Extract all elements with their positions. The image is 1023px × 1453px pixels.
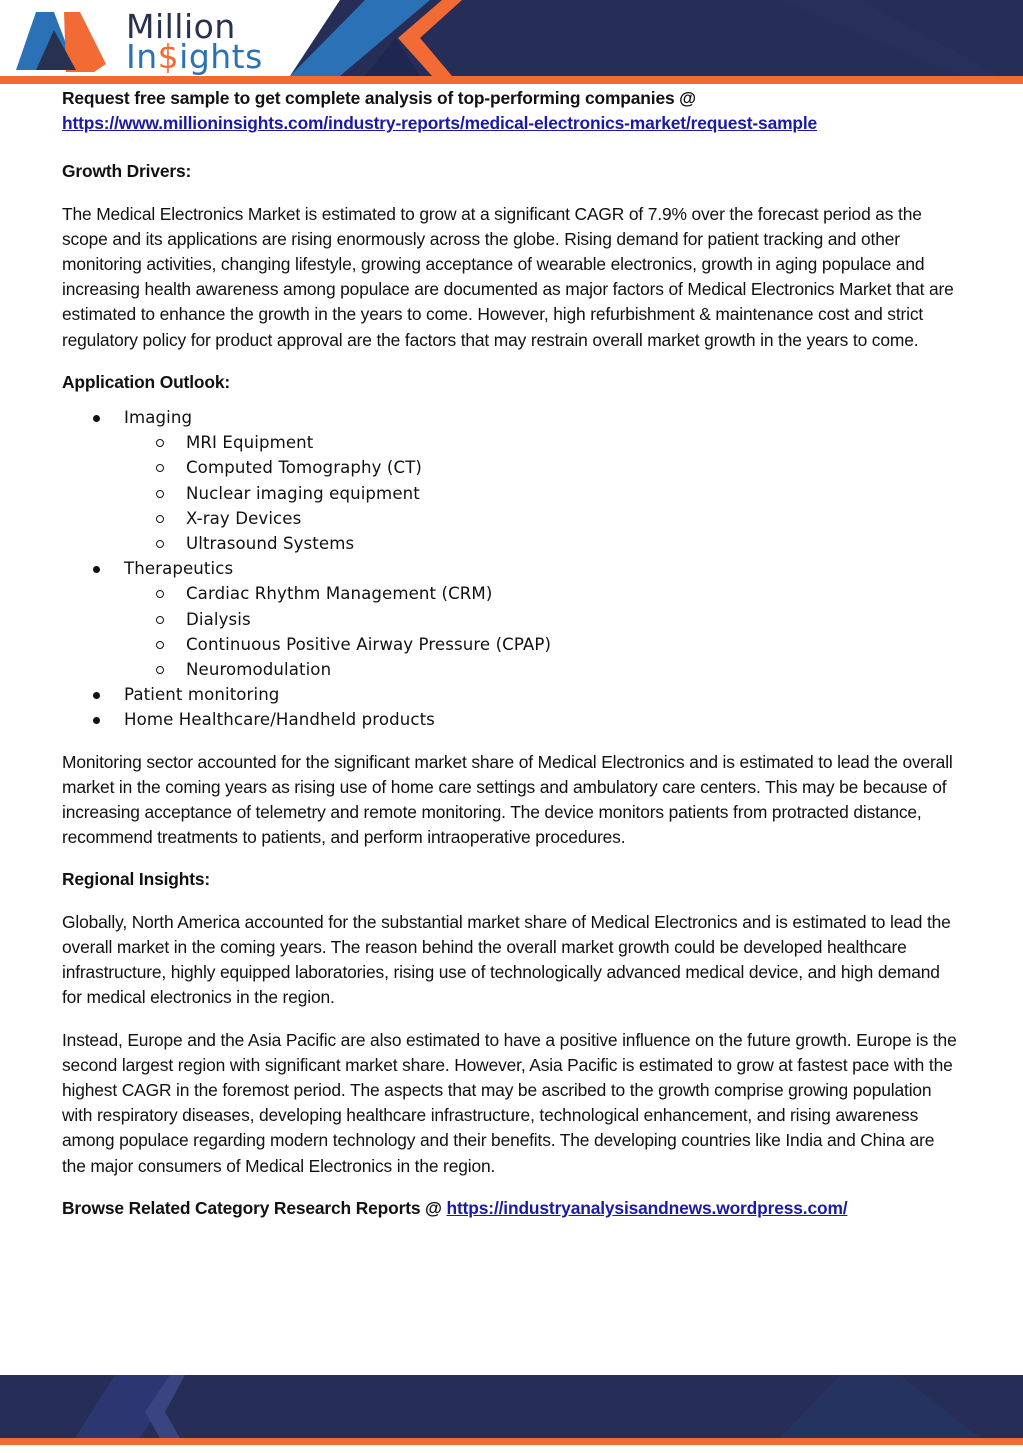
list-item: Nuclear imaging equipment: [124, 481, 962, 506]
list-item: X-ray Devices: [124, 506, 962, 531]
circle-bullet-icon: [156, 666, 164, 674]
page-header: [0, 0, 1023, 84]
mountain-logo-icon: [14, 8, 109, 74]
circle-bullet-icon: [156, 616, 164, 624]
document-body: [62, 86, 962, 1221]
sub-list: [124, 581, 962, 682]
circle-bullet-icon: [156, 641, 164, 649]
circle-bullet-icon: [156, 464, 164, 472]
list-item: Ultrasound Systems: [124, 531, 962, 556]
browse-reports-line: [62, 1196, 962, 1221]
circle-bullet-icon: [156, 540, 164, 548]
monitoring-paragraph: Monitoring sector accounted for the significant market share of Medical Electronics and is estimated to lead the overall market in the coming years as rising use of home care settings and ambulatory care centers. This may be because of increasing acceptance of telemetry and remote monitoring. The device monitors patients from protracted distance, recommend treatments to patients, and perform intraoperative procedures.: [62, 751, 953, 848]
list-item: Computed Tomography (CT): [124, 455, 962, 480]
application-list: [62, 405, 962, 733]
list-item: Cardiac Rhythm Management (CRM): [124, 581, 962, 606]
request-sample-text: Request free sample to get complete analysis of top-performing companies @: [62, 88, 696, 108]
regional-paragraph-2: Instead, Europe and the Asia Pacific are also estimated to have a positive influence on the future growth. Europe is the second largest region with significant market share. However, Asia Pacific is estimated to grow at fastest pace with the highest CAGR in the foremost period. The aspects that may be ascribed to the growth comprise growing population with respiratory diseases, developing healthcare infrastructure, technological enhancement, and rising awareness among populace regarding modern technology and their benefits. The developing countries like India and China are the major consumers of Medical Electronics in the region.: [62, 1029, 957, 1176]
logo-text-insights: In$ights: [126, 37, 263, 76]
page-footer: [0, 1375, 1023, 1448]
sub-list: [124, 430, 962, 556]
application-outlook-heading: Application Outlook:: [62, 371, 230, 392]
list-item: Continuous Positive Airway Pressure (CPAP): [124, 632, 962, 657]
regional-insights-heading: Regional Insights:: [62, 869, 211, 890]
footer-banner-graphic: [0, 1375, 1023, 1448]
list-item: Imaging MRI Equipment Computed Tomography (CT) Nuclear imaging equipment X-ray Devices Ultrasound Systems: [62, 405, 962, 556]
circle-bullet-icon: [156, 439, 164, 447]
circle-bullet-icon: [156, 490, 164, 498]
bullet-icon: [93, 692, 100, 699]
million-insights-logo: [14, 6, 263, 76]
growth-drivers-paragraph: The Medical Electronics Market is estimated to grow at a significant CAGR of 7.9% over the forecast period as the scope and its applications are rising enormously across the globe. Rising demand for patient tracking and other monitoring activities, changing lifestyle, growing acceptance of wearable electronics, growth in aging populace and increasing health awareness among populace are documented as major factors of Medical Electronics Market that are estimated to enhance the growth in the years to come. However, high refurbishment & maintenance cost and strict regulatory policy for product approval are the factors that may restrain overall market growth in the years to come.: [62, 203, 954, 350]
request-sample-link[interactable]: https://www.millioninsights.com/industry-reports/medical-electronics-market/request-sample: [62, 113, 818, 134]
logo-text-million: Million: [126, 7, 236, 46]
regional-paragraph-1: Globally, North America accounted for the substantial market share of Medical Electronics and is estimated to lead the overall market in the coming years. The reason behind the overall market growth could be developed healthcare infrastructure, highly equipped laboratories, rising use of technologically advanced medical device, and high demand for medical electronics in the region.: [62, 911, 951, 1008]
browse-reports-link[interactable]: https://industryanalysisandnews.wordpress.com/: [446, 1197, 848, 1218]
list-item: Therapeutics Cardiac Rhythm Management (CRM) Dialysis Continuous Positive Airway Pressure (CPAP) Neuromodulation: [62, 556, 962, 682]
list-item: Home Healthcare/Handheld products: [62, 707, 962, 732]
growth-drivers-heading: Growth Drivers:: [62, 161, 192, 182]
list-item: Dialysis: [124, 607, 962, 632]
bullet-icon: [93, 566, 100, 573]
browse-reports-text: Browse Related Category Research Reports @: [62, 1197, 447, 1218]
list-item: Patient monitoring: [62, 682, 962, 707]
list-item: Neuromodulation: [124, 657, 962, 682]
bullet-icon: [93, 415, 100, 422]
circle-bullet-icon: [156, 590, 164, 598]
circle-bullet-icon: [156, 515, 164, 523]
bullet-icon: [93, 717, 100, 724]
list-item: MRI Equipment: [124, 430, 962, 455]
